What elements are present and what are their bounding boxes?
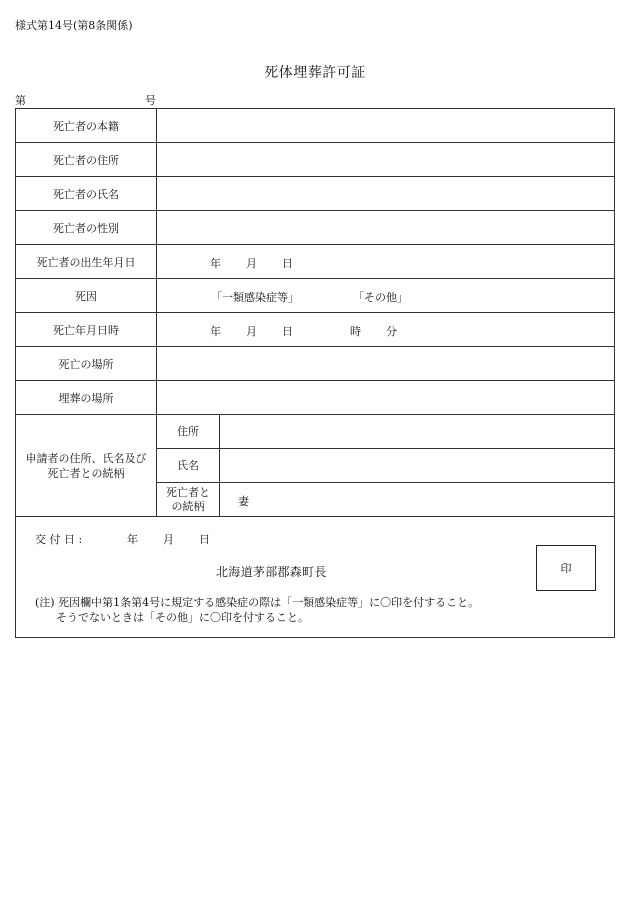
label-applicant: 申請者の住所、氏名及び死亡者との続柄: [16, 415, 157, 517]
row-birthdate: [16, 245, 615, 279]
label-cause: 死因: [16, 279, 157, 313]
label-burial-place: 埋葬の場所: [16, 381, 157, 415]
value-applicant-name: [220, 449, 615, 483]
value-honseki: [157, 109, 615, 143]
issue-day-unit: 日: [199, 533, 210, 546]
label-address: 死亡者の住所: [16, 143, 157, 177]
value-cause: [157, 279, 615, 313]
cause-other-option: 「その他」: [353, 291, 408, 304]
label-birthdate: 死亡者の出生年月日: [16, 245, 157, 279]
value-burial-place: [157, 381, 615, 415]
row-honseki: [16, 109, 615, 143]
value-birthdate: [157, 245, 615, 279]
value-death-place: [157, 347, 615, 381]
birth-year-unit: 年: [210, 257, 221, 270]
row-address: [16, 143, 615, 177]
note-line-1: (注) 死因欄中第1条第4号に規定する感染症の際は「一類感染症等」に〇印を付すること。: [35, 596, 480, 609]
seal-box: [536, 545, 596, 591]
issuance-section: [15, 515, 615, 638]
permit-table: [15, 108, 615, 517]
note-line-2: そうでないときは「その他」に〇印を付すること。: [56, 611, 309, 624]
number-suffix: 号: [145, 94, 156, 107]
row-sex: [16, 211, 615, 245]
value-sex: [157, 211, 615, 245]
relation-value: 妻: [238, 495, 249, 508]
seal-label: 印: [560, 562, 572, 575]
label-applicant-relation: 死亡者との続柄: [157, 483, 220, 517]
birth-day-unit: 日: [282, 257, 293, 270]
note: [35, 595, 479, 625]
label-death-place: 死亡の場所: [16, 347, 157, 381]
death-day-unit: 日: [282, 325, 293, 338]
cause-infectious-option: 「一類感染症等」: [211, 291, 299, 304]
row-death-place: [16, 347, 615, 381]
form-number-label: 様式第14号(第8条関係): [15, 19, 133, 32]
label-death-datetime: 死亡年月日時: [16, 313, 157, 347]
label-sex: 死亡者の性別: [16, 211, 157, 245]
death-hour-unit: 時: [350, 325, 361, 338]
value-address: [157, 143, 615, 177]
value-applicant-address: [220, 415, 615, 449]
row-burial-place: [16, 381, 615, 415]
row-applicant-address: [16, 415, 615, 449]
label-honseki: 死亡者の本籍: [16, 109, 157, 143]
value-applicant-relation: [220, 483, 615, 517]
issue-year-unit: 年: [127, 533, 138, 546]
row-name: [16, 177, 615, 211]
issue-date-label: 交 付 日 :: [35, 533, 83, 546]
birth-month-unit: 月: [246, 257, 257, 270]
document-title: 死体埋葬許可証: [264, 65, 366, 81]
label-applicant-address: 住所: [157, 415, 220, 449]
label-applicant-name: 氏名: [157, 449, 220, 483]
issuer-name: 北海道茅部郡森町長: [216, 565, 327, 579]
row-death-datetime: [16, 313, 615, 347]
row-cause: [16, 279, 615, 313]
number-prefix: 第: [15, 94, 26, 107]
death-year-unit: 年: [210, 325, 221, 338]
value-death-datetime: [157, 313, 615, 347]
value-name: [157, 177, 615, 211]
death-month-unit: 月: [246, 325, 257, 338]
issue-month-unit: 月: [163, 533, 174, 546]
death-minute-unit: 分: [386, 325, 397, 338]
label-name: 死亡者の氏名: [16, 177, 157, 211]
